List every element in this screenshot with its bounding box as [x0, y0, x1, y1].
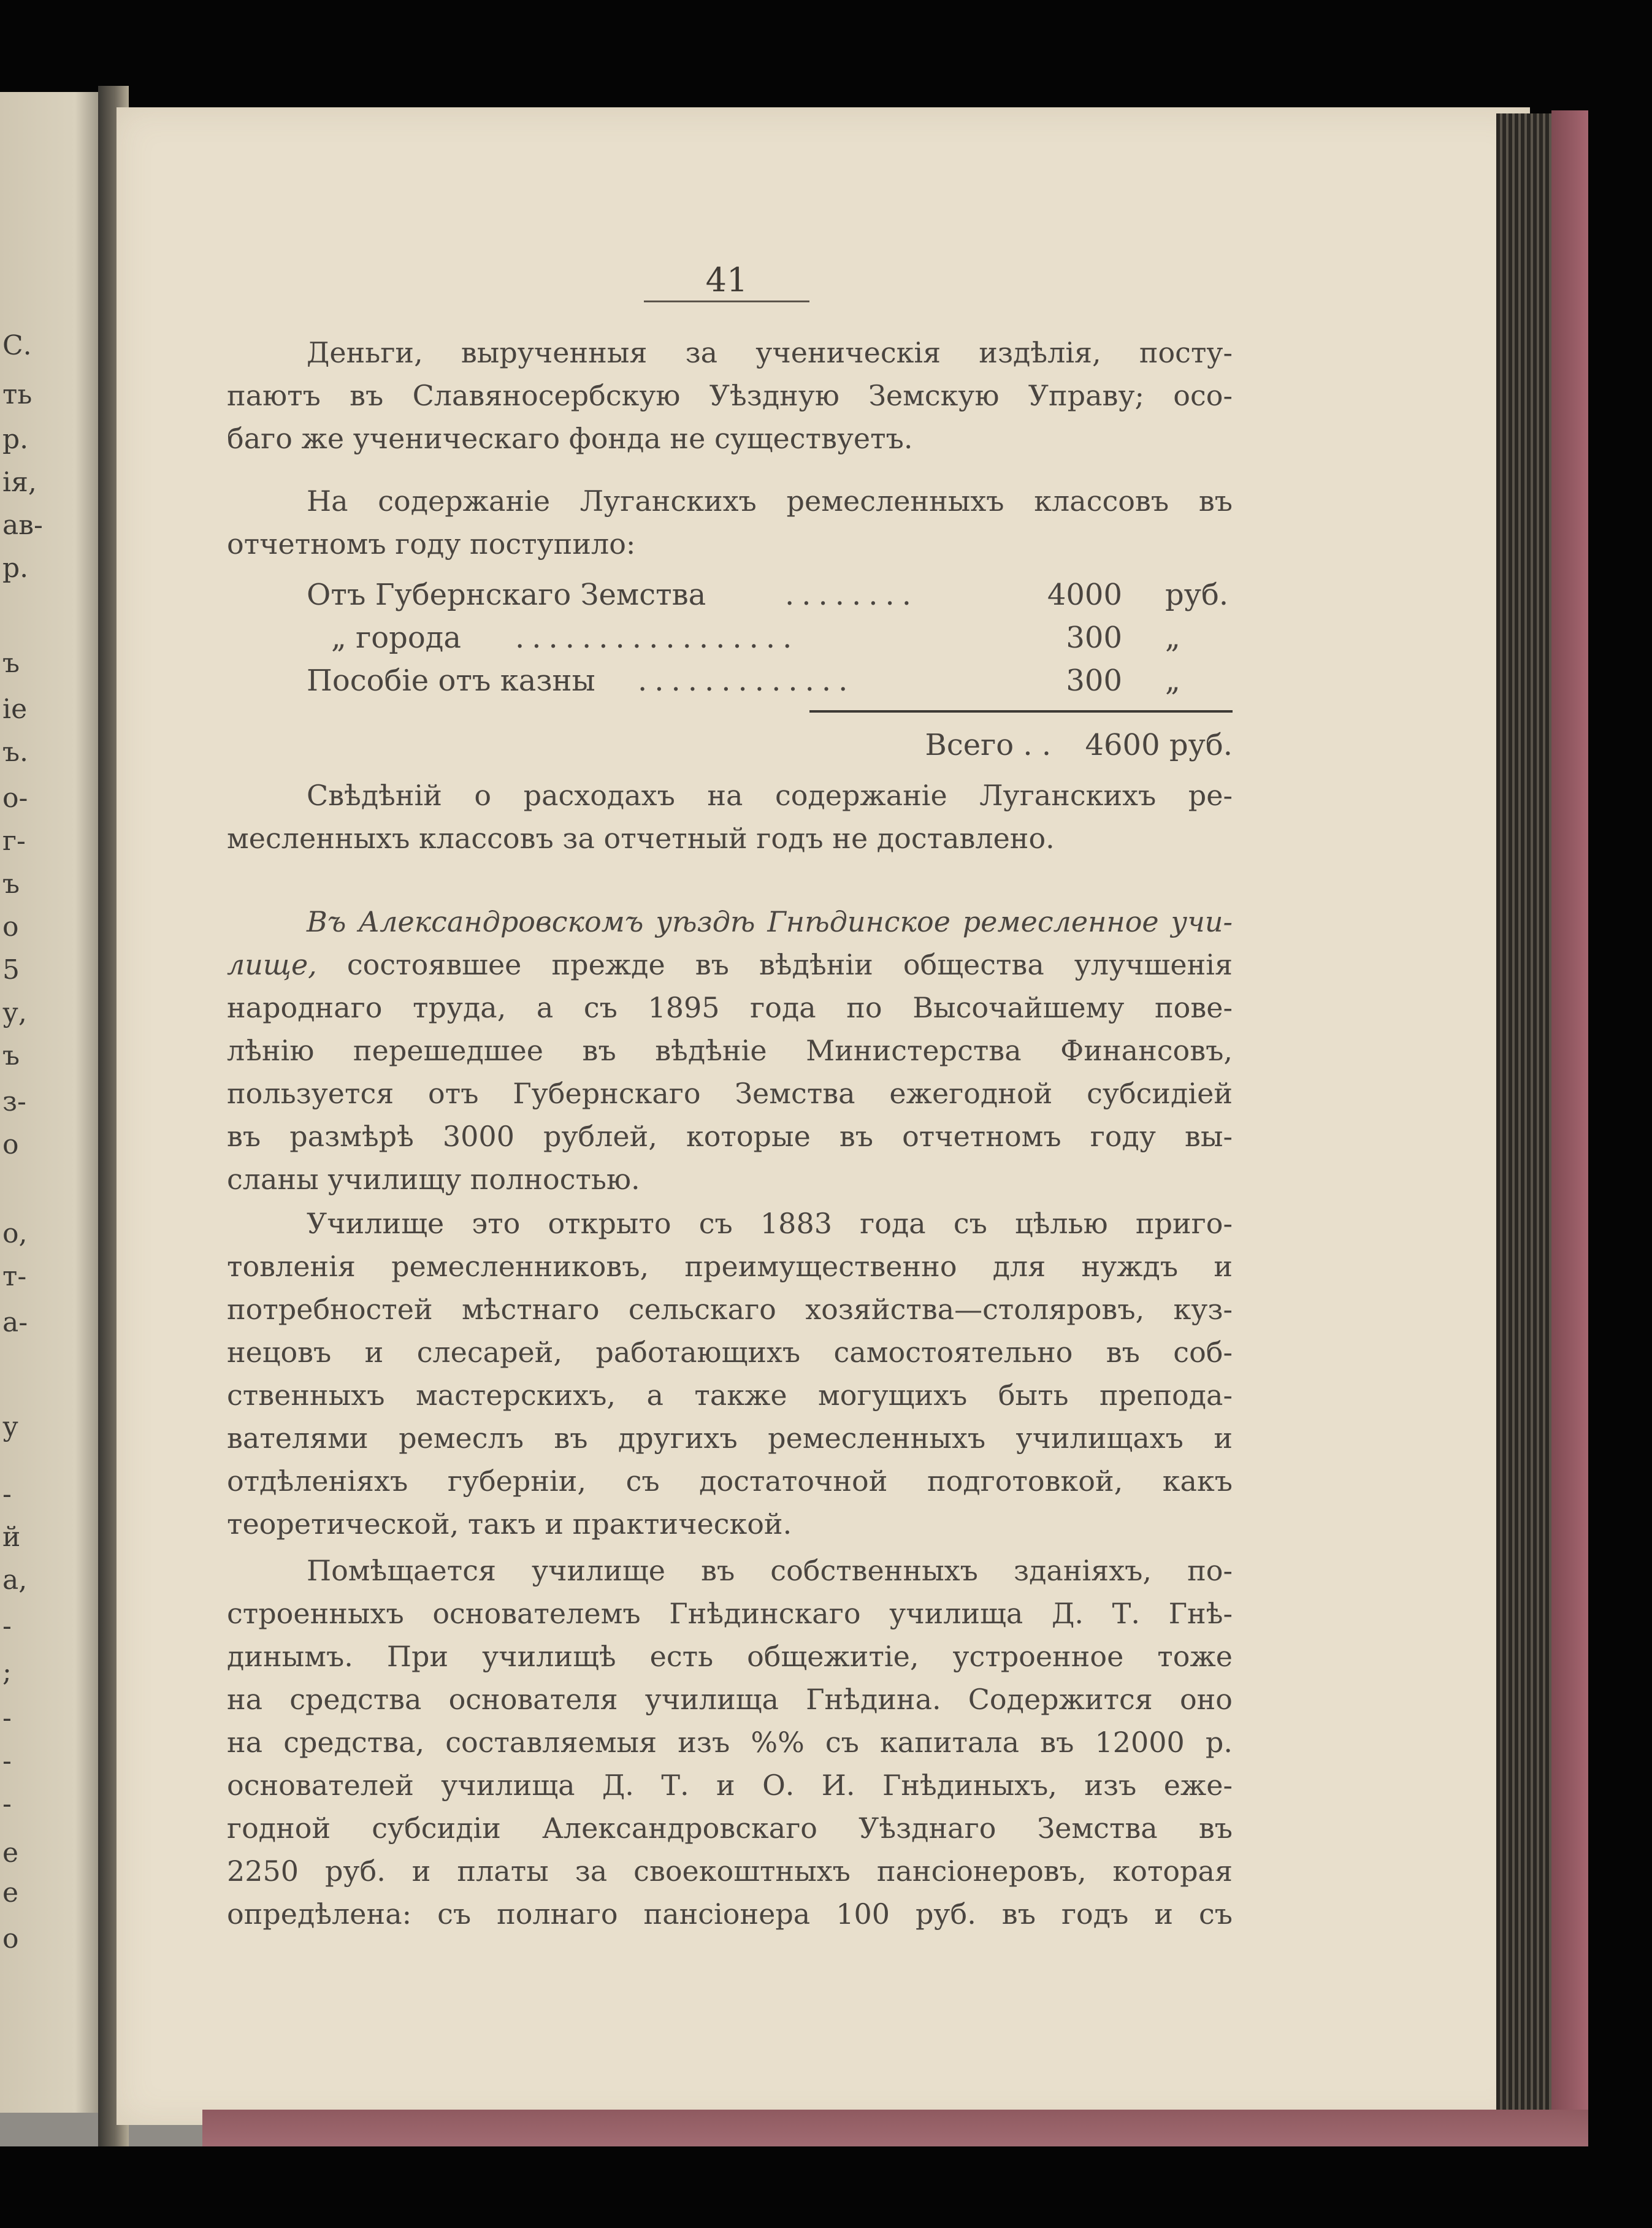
- text-line: на средства, составляемыя изъ %% съ капитала въ 12000 р.: [227, 1726, 1233, 1759]
- table-row: [307, 616, 1233, 659]
- page-number: 41: [644, 261, 809, 302]
- text-line: Помѣщается училище въ собственныхъ зданіяхъ, по-: [307, 1554, 1233, 1587]
- text-line: [227, 943, 1233, 986]
- total-amount: 4600: [1085, 728, 1160, 762]
- row-unit: „: [1165, 664, 1180, 698]
- leader-dots: ........: [785, 578, 919, 612]
- text-line: ственныхъ мастерскихъ, а также могущихъ быть препода-: [227, 1379, 1233, 1412]
- row-label: „ города: [331, 621, 461, 655]
- left-fragment: С.: [2, 330, 32, 361]
- text-line: паютъ въ Славяносербскую Уѣздную Земскую Управу; осо-: [227, 379, 1233, 412]
- row-amount: 300: [1066, 664, 1122, 698]
- left-fragment: ъ.: [2, 737, 28, 768]
- left-fragment: о,: [2, 1218, 28, 1249]
- left-fragment: е: [2, 1837, 19, 1869]
- page-edges: [1496, 113, 1551, 2137]
- table-row: [307, 573, 1233, 616]
- sum-rule: [809, 710, 1233, 713]
- text-line: потребностей мѣстнаго сельскаго хозяйства—столяровъ, куз-: [227, 1293, 1233, 1326]
- row-label: Отъ Губернскаго Земства: [307, 578, 706, 612]
- text-line: строенныхъ основателемъ Гнѣдинскаго училища Д. Т. Гнѣ-: [227, 1597, 1233, 1630]
- text-line: товленія ремесленниковъ, преимущественно для нуждъ и: [227, 1250, 1233, 1283]
- left-page-edge: [0, 92, 107, 2140]
- leader-dots: .............: [638, 664, 855, 698]
- text-line: динымъ. При училищѣ есть общежитіе, устроенное тоже: [227, 1640, 1233, 1673]
- left-fragment: а-: [2, 1307, 28, 1338]
- text-line-italic: Въ Александровскомъ уѣздѣ Гнѣдинское ремесленное учи-: [307, 905, 1233, 938]
- left-fragment: ;: [2, 1656, 12, 1688]
- text-line: нецовъ и слесарей, работающихъ самостоятельно въ соб-: [227, 1336, 1233, 1369]
- left-fragment: ія,: [2, 467, 37, 498]
- left-fragment: г-: [2, 825, 26, 857]
- text-line: вателями ремеслъ въ другихъ ремесленныхъ училищахъ и: [227, 1422, 1233, 1455]
- text-line: баго же ученическаго фонда не существуетъ.: [227, 422, 913, 455]
- left-fragment: ъ: [2, 1040, 20, 1071]
- left-fragment: 5: [2, 954, 20, 986]
- text-line: сланы училищу полностью.: [227, 1163, 640, 1196]
- text-line: На содержаніе Луганскихъ ремесленныхъ классовъ въ: [307, 484, 1233, 518]
- text-line: народнаго труда, а съ 1895 года по Высочайшему пове-: [227, 991, 1233, 1024]
- table-row: [307, 659, 1233, 702]
- text-line: отчетномъ году поступило:: [227, 527, 636, 561]
- text-line: Училище это открыто съ 1883 года съ цѣлью приго-: [307, 1207, 1233, 1240]
- text-line: 2250 руб. и платы за своекоштныхъ пансіонеровъ, которая: [227, 1855, 1233, 1888]
- row-unit: „: [1165, 621, 1180, 655]
- left-fragment: р.: [2, 424, 29, 455]
- text-line: Свѣдѣній о расходахъ на содержаніе Луганскихъ ре-: [307, 779, 1233, 812]
- row-amount: 4000: [1047, 578, 1122, 612]
- left-fragment: ть: [2, 379, 33, 410]
- left-fragment: -: [2, 1745, 12, 1777]
- left-fragment: о: [2, 911, 19, 943]
- text-line: отдѣленіяхъ губерніи, съ достаточной подготовкой, какъ: [227, 1464, 1233, 1498]
- text-line: основателей училища Д. Т. и О. И. Гнѣдиныхъ, изъ еже-: [227, 1769, 1233, 1802]
- text-line: лѣнію перешедшее въ вѣдѣніе Министерства Финансовъ,: [227, 1034, 1233, 1067]
- left-fragment: ъ: [2, 648, 20, 679]
- text-line: пользуется отъ Губернскаго Земства ежегодной субсидіей: [227, 1077, 1233, 1110]
- left-fragment: т-: [2, 1261, 27, 1292]
- text-line: теоретической, такъ и практической.: [227, 1507, 792, 1541]
- row-label: Пособіе отъ казны: [307, 664, 595, 698]
- text-line: годной субсидіи Александровскаго Уѣзднаго Земства въ: [227, 1812, 1233, 1845]
- left-fragment: -: [2, 1702, 12, 1734]
- left-fragment: іе: [2, 694, 28, 725]
- left-fragment: е: [2, 1877, 19, 1908]
- leader-dots: .................: [515, 621, 800, 655]
- left-fragment: о-: [2, 783, 28, 814]
- text-line: месленныхъ классовъ за отчетный годъ не доставлено.: [227, 822, 1055, 855]
- total-unit: руб.: [1169, 728, 1233, 762]
- left-fragment: у,: [2, 997, 27, 1028]
- total-label: Всего . .: [925, 728, 1052, 762]
- line-rest: состоявшее прежде въ вѣдѣніи общества улучшенія: [316, 948, 1233, 981]
- left-fragment: ъ: [2, 868, 20, 900]
- left-fragment: з-: [2, 1086, 26, 1117]
- left-fragment: у: [2, 1411, 18, 1442]
- text-line: опредѣлена: съ полнаго пансіонера 100 руб. въ годъ и съ: [227, 1897, 1233, 1931]
- text-line: на средства основателя училища Гнѣдина. Содержится оно: [227, 1683, 1233, 1716]
- row-amount: 300: [1066, 621, 1122, 655]
- left-fragment: -: [2, 1479, 12, 1510]
- row-unit: руб.: [1165, 578, 1229, 612]
- left-fragment: й: [2, 1522, 21, 1553]
- left-fragment: о: [2, 1923, 19, 1954]
- left-fragment: -: [2, 1610, 12, 1642]
- total-row: [809, 724, 1233, 767]
- italic-word: лище,: [227, 948, 317, 981]
- text-line: въ размѣрѣ 3000 рублей, которые въ отчетномъ году вы-: [227, 1120, 1233, 1153]
- left-fragment: р.: [2, 553, 29, 584]
- left-fragment: а,: [2, 1564, 28, 1596]
- left-fragment: ав-: [2, 510, 43, 541]
- text-line: Деньги, вырученныя за ученическія издѣлія, посту-: [307, 336, 1233, 369]
- left-fragment: о: [2, 1129, 19, 1160]
- book-cover-bottom: [202, 2110, 1588, 2146]
- book-cover-right: [1551, 110, 1588, 2140]
- left-fragment: -: [2, 1788, 12, 1820]
